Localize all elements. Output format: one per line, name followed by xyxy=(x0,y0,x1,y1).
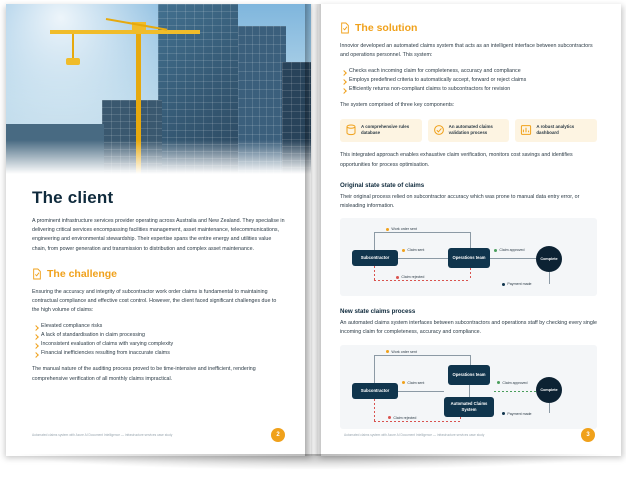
original-state-intro: Their original process relied on subcontractor accuracy which was prone to manual data entry error, or misleading information. xyxy=(340,193,580,210)
flow-line xyxy=(374,355,375,383)
rejected-line xyxy=(470,268,471,280)
solution-heading: The solution xyxy=(355,22,418,34)
flow-line xyxy=(374,355,470,356)
flow-line xyxy=(470,355,471,365)
hero-fade xyxy=(6,140,311,174)
list-item: Efficiently returns non-compliant claims to subcontractors for revision xyxy=(340,85,597,94)
component-label: A comprehensive rules database xyxy=(361,123,410,136)
status-dot xyxy=(502,283,505,286)
flow-line xyxy=(490,258,536,259)
crane-hook-load xyxy=(66,58,80,65)
rules-database-icon xyxy=(345,124,357,136)
component-card xyxy=(428,119,510,143)
book-gutter xyxy=(305,4,321,456)
component-card xyxy=(515,119,597,143)
client-intro-paragraph: A prominent infrastructure services provider operating across Australia and New Zealand. They specialise in delivering critical services encompassing facilities management, asset maintenance, telecommunications, engineering and environmental stewardship. Their expertise spans the entire energy and utilities value chain, from power generation and transmission to distribution and complex asset maintenance. xyxy=(32,218,285,252)
left-page-footer xyxy=(32,428,285,442)
status-dot xyxy=(402,381,405,384)
solution-bullet-list xyxy=(340,67,597,94)
solution-components xyxy=(340,119,597,143)
label-text: Claim sent xyxy=(407,380,425,385)
node-complete: Complete xyxy=(536,377,562,403)
component-card xyxy=(340,119,422,143)
solution-heading-row xyxy=(340,22,597,34)
tick-check-icon xyxy=(340,22,350,34)
label-work-order-sent xyxy=(386,227,417,231)
page-title: The client xyxy=(32,188,114,207)
solution-intro: Innovior developed an automated claims system that acts as an intelligent interface between subcontractors and operations personnel. This system: xyxy=(340,43,593,59)
challenge-heading: The challenge xyxy=(47,267,118,280)
component-label: An automated claims validation process xyxy=(448,123,493,136)
new-state-heading: New state claims process xyxy=(340,308,416,316)
challenge-closing: The manual nature of the auditing process proved to be time-intensive and inefficient, rendering comprehensive verification of all monthly claims impractical. xyxy=(32,366,256,382)
node-automated-claims-system: Automated Claims System xyxy=(444,397,494,417)
validation-process-icon xyxy=(433,124,445,136)
label-text: Payment made xyxy=(507,411,532,416)
flow-line xyxy=(469,385,470,397)
label-claim-approved xyxy=(494,248,525,252)
flow-line xyxy=(374,232,470,233)
label-work-order-sent xyxy=(386,350,417,354)
node-operations-team: Operations team xyxy=(448,248,490,268)
node-subcontractor: Subcontractor xyxy=(352,250,398,266)
list-item: Checks each incoming claim for completeness, accuracy and compliance xyxy=(340,67,597,76)
right-page-body xyxy=(318,4,621,456)
new-state-diagram xyxy=(340,345,597,429)
crane-hoist-line xyxy=(72,34,74,60)
status-dot xyxy=(386,228,389,231)
left-page-body xyxy=(6,174,311,456)
list-item: Employs predefined criteria to automatically accept, forward or reject claims xyxy=(340,76,597,85)
page-number-badge: 3 xyxy=(581,428,595,442)
page-number-badge: 2 xyxy=(271,428,285,442)
rejected-line xyxy=(374,266,375,280)
list-item: Financial inefficiencies resulting from inaccurate claims xyxy=(32,349,285,358)
tick-check-icon xyxy=(32,268,42,280)
label-claim-sent xyxy=(402,381,424,385)
flow-line xyxy=(549,403,550,413)
status-dot xyxy=(396,276,399,279)
status-dot xyxy=(494,249,497,252)
components-label: The system comprised of three key components: xyxy=(340,102,455,109)
status-dot xyxy=(388,416,391,419)
book-shadow xyxy=(10,454,616,470)
challenge-heading-row xyxy=(32,268,285,280)
right-page xyxy=(318,4,621,456)
left-page xyxy=(6,4,311,456)
label-claim-approved xyxy=(497,381,528,385)
component-label: A robust analytics dashboard xyxy=(536,123,575,136)
flow-line xyxy=(549,272,550,284)
status-dot xyxy=(402,249,405,252)
status-dot xyxy=(502,412,505,415)
label-claim-rejected xyxy=(388,416,416,420)
new-state-intro: An automated claims system interfaces between subcontractors and operations staff by checking every single incoming claim for completeness, accuracy and compliance. xyxy=(340,320,597,336)
flow-line xyxy=(374,232,375,250)
flow-line xyxy=(398,258,448,259)
node-operations-team: Operations team xyxy=(448,365,490,385)
node-subcontractor: Subcontractor xyxy=(352,383,398,399)
flow-line xyxy=(398,391,444,392)
node-complete: Complete xyxy=(536,246,562,272)
rejected-line xyxy=(374,421,460,422)
label-text: Work order sent xyxy=(391,349,417,354)
approved-line xyxy=(494,391,536,392)
label-text: Payment made xyxy=(507,282,532,287)
status-dot xyxy=(497,381,500,384)
list-item: Elevated compliance risks xyxy=(32,322,285,331)
rejected-line xyxy=(460,417,461,421)
original-state-diagram xyxy=(340,218,597,296)
label-text: Claim rejected xyxy=(401,275,425,280)
label-claim-rejected xyxy=(396,275,424,279)
status-dot xyxy=(386,350,389,353)
solution-closing: This integrated approach enables exhaustive claim verification, monitors cost savings and identifies opportunities for process optimisation. xyxy=(340,152,573,168)
label-text: Claim approved xyxy=(502,380,528,385)
label-claim-sent xyxy=(402,248,424,252)
label-payment-made xyxy=(502,412,532,416)
challenge-intro: Ensuring the accuracy and integrity of subcontractor work order claims is fundamental to maintaining contractual compliance and effective cost control. However, the client faced significant challenges due to the high volume of claims: xyxy=(32,288,277,314)
footer-note: Automated claims system with Azure AI Document Intelligence — infrastructure services case study xyxy=(344,433,485,437)
hero-photo-construction-site xyxy=(6,4,311,174)
label-text: Claim approved xyxy=(499,248,525,253)
label-text: Claim sent xyxy=(407,248,425,253)
list-item: A lack of standardisation in claim processing xyxy=(32,331,285,340)
analytics-dashboard-icon xyxy=(520,124,532,136)
right-page-footer xyxy=(344,428,595,442)
original-state-heading: Original state state of claims xyxy=(340,181,425,189)
label-text: Work order sent xyxy=(391,227,417,232)
rejected-line xyxy=(374,399,375,421)
challenge-bullet-list xyxy=(32,322,285,358)
label-text: Claim rejected xyxy=(393,415,417,420)
list-item: Inconsistent evaluation of claims with varying complexity xyxy=(32,340,285,349)
rejected-line xyxy=(374,280,470,281)
flow-line xyxy=(470,232,471,248)
label-payment-made xyxy=(502,282,532,286)
footer-note: Automated claims system with Azure AI Document Intelligence — infrastructure services case study xyxy=(32,433,173,437)
